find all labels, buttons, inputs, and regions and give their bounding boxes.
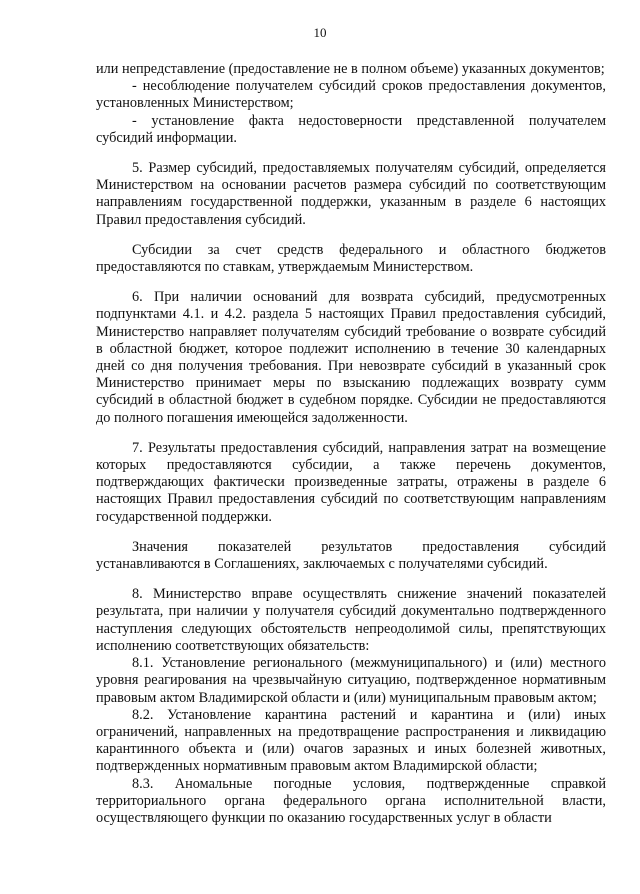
paragraph-rates: Субсидии за счет средств федерального и областного бюджетов предоставляются по ставкам, утверждаемым Министерством.: [96, 241, 606, 276]
paragraph-indicator-values: Значения показателей результатов предоставления субсидий устанавливаются в Соглашениях, заключаемых с получателями субсидий.: [96, 538, 606, 573]
paragraph-item-8-2: 8.2. Установление карантина растений и карантина и (или) иных ограничений, направленных на предотвращение распространения и ликвидацию карантинного объекта и (или) очагов заразных и иных болезней животных, подтвержденных нормативным правовым актом Владимирской области;: [96, 706, 606, 775]
paragraph-bullet-false-info: - установление факта недостоверности представленной получателем субсидий информации.: [96, 112, 606, 146]
paragraph-item-7: 7. Результаты предоставления субсидий, направления затрат на возмещение которых предоставляются субсидии, а также перечень документов, подтверждающих фактически произведенные затраты, отражены в разделе 6 настоящих Правил предоставления субсидий по соответствующим направлениям государственной поддержки.: [96, 439, 606, 525]
paragraph-continuation: или непредставление (предоставление не в полном объеме) указанных документов;: [96, 61, 605, 77]
paragraph-item-8-1: 8.1. Установление регионального (межмуниципального) и (или) местного уровня реагирования на чрезвычайную ситуацию, подтвержденное нормативным правовым актом Владимирской области и (или) муниципальным правовым актом;: [96, 655, 606, 706]
document-body: [96, 61, 606, 827]
paragraph-item-8: 8. Министерство вправе осуществлять снижение значений показателей результата, при наличии у получателя субсидий документально подтвержденного наступления следующих обстоятельств непреодолимой силы, препятствующих исполнению соответствующих обязательств:: [96, 586, 606, 654]
paragraph-bullet-deadlines: - несоблюдение получателем субсидий сроков предоставления документов, установленных Министерством;: [96, 78, 606, 112]
paragraph-item-8-3: 8.3. Аномальные погодные условия, подтвержденные справкой территориального органа федерального органа исполнительной власти, осуществляющего функции по оказанию государственных услуг в области: [96, 775, 606, 826]
paragraph-item-6: 6. При наличии оснований для возврата субсидий, предусмотренных подпунктами 4.1. и 4.2. раздела 5 настоящих Правил предоставления субсидий, Министерство направляет получателям субсидий требование о возврате субсидий в областной бюджет, которое подлежит исполнению в течение 30 календарных дней со дня получения требования. При невозврате субсидий в указанный срок Министерство принимает меры по взысканию подлежащих возврату сумм субсидий в областной бюджет в судебном порядке. Субсидии не предоставляются до полного погашения имеющейся задолженности.: [96, 289, 606, 426]
paragraph-item-5: 5. Размер субсидий, предоставляемых получателям субсидий, определяется Министерством на основании расчетов размера субсидий по соответствующим направлениям государственной поддержки, указанным в разделе 6 настоящих Правил предоставления субсидий.: [96, 160, 606, 228]
page-number: 10: [313, 25, 327, 40]
